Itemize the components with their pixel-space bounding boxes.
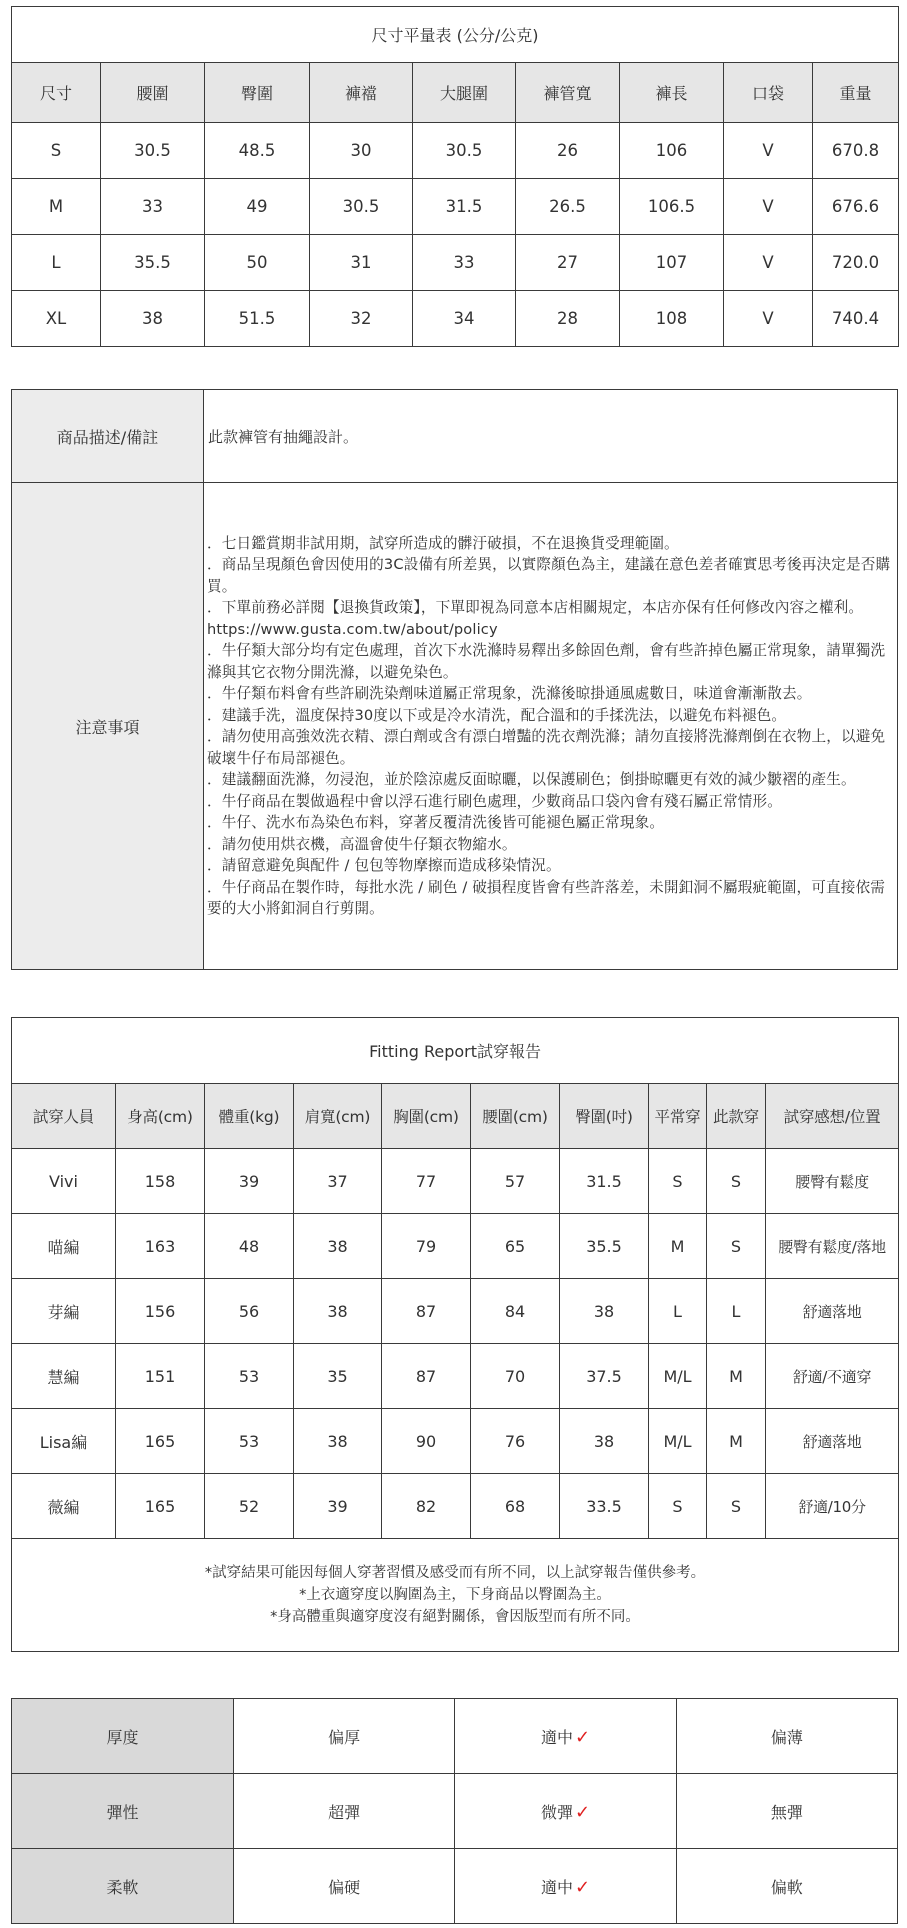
size-cell: 108: [620, 291, 724, 347]
size-cell: 30: [310, 123, 413, 179]
check-icon: ✓: [574, 1876, 591, 1898]
fitting-cell: 57: [471, 1149, 560, 1214]
fitting-cell: 151: [116, 1344, 205, 1409]
fitting-feedback-cell: 舒適/10分: [766, 1474, 899, 1539]
size-cell: 35.5: [101, 235, 205, 291]
fitting-cell: 35.5: [560, 1214, 649, 1279]
fitting-header-cell: 胸圍(cm): [382, 1084, 471, 1149]
fitting-feedback-cell: 腰臀有鬆度/落地: [766, 1214, 899, 1279]
fitting-cell: 35: [294, 1344, 382, 1409]
option-text: 偏厚: [328, 1727, 361, 1747]
note-item: ．牛仔商品在製作時，每批水洗 / 刷色 / 破損程度皆會有些許落差，未開釦洞不屬瑕疵範圍，可直接依需要的大小將釦洞自行剪開。: [207, 878, 886, 917]
material-option: [234, 1774, 455, 1849]
fitting-cell: 163: [116, 1214, 205, 1279]
fitting-cell: M: [707, 1409, 766, 1474]
fitting-cell: 53: [205, 1344, 294, 1409]
size-cell: 28: [516, 291, 620, 347]
fitting-cell: 165: [116, 1474, 205, 1539]
note-item: ．請勿使用烘衣機，高溫會使牛仔類衣物縮水。: [207, 835, 517, 853]
product-description-table: [11, 389, 898, 970]
note-item: ．牛仔類布料會有些許刷洗染劑味道屬正常現象，洗滌後晾掛通風處數日，味道會漸漸散去。: [207, 685, 812, 702]
fitting-cell: 芽編: [12, 1279, 116, 1344]
fitting-cell: S: [707, 1214, 766, 1279]
material-option: [676, 1774, 897, 1849]
notes-label: 注意事項: [12, 483, 204, 970]
size-chart-title: 尺寸平量表 (公分/公克): [12, 7, 899, 63]
fitting-cell: S: [707, 1474, 766, 1539]
size-chart-header-row: [12, 63, 899, 123]
fitting-cell: 52: [205, 1474, 294, 1539]
fitting-cell: 薇編: [12, 1474, 116, 1539]
note-item: ．建議翻面洗滌，勿浸泡，並於陰涼處反面晾曬，以保護刷色；倒掛晾曬更有效的減少皺褶的產生。: [207, 771, 856, 788]
fitting-feedback-cell: 舒適/不適穿: [766, 1344, 899, 1409]
note-item: ．牛仔、洗水布為染色布料，穿著反覆清洗後皆可能褪色屬正常現象。: [207, 814, 665, 831]
fitting-header-cell: 此款穿: [707, 1084, 766, 1149]
notes-content: [204, 483, 898, 970]
fitting-cell: 48: [205, 1214, 294, 1279]
fitting-footnote: *上衣適穿度以胸圍為主，下身商品以臀圍為主。: [299, 1587, 611, 1603]
size-cell: 106: [620, 123, 724, 179]
size-cell: V: [724, 291, 813, 347]
material-option: [234, 1849, 455, 1924]
size-header-cell: 臀圍: [205, 63, 310, 123]
size-cell: 720.0: [813, 235, 899, 291]
option-text: 無彈: [770, 1802, 803, 1822]
size-row-s: [12, 123, 899, 179]
fitting-cell: 158: [116, 1149, 205, 1214]
fitting-cell: 38: [294, 1409, 382, 1474]
note-item: ．請勿使用高強效洗衣精、漂白劑或含有漂白增豔的洗衣劑洗滌；請勿直接將洗滌劑倒在衣物上，以避免破壞牛仔布局部褪色。: [207, 728, 886, 767]
fitting-cell: 156: [116, 1279, 205, 1344]
size-cell: V: [724, 179, 813, 235]
size-cell: 50: [205, 235, 310, 291]
option-text: 微彈: [540, 1802, 573, 1822]
size-cell: M: [12, 179, 101, 235]
fitting-cell: 39: [294, 1474, 382, 1539]
fitting-feedback-cell: 腰臀有鬆度: [766, 1149, 899, 1214]
fitting-cell: 165: [116, 1409, 205, 1474]
fitting-cell: 慧編: [12, 1344, 116, 1409]
note-item: ．牛仔類大部分均有定色處理，首次下水洗滌時易釋出多餘固色劑，會有些許掉色屬正常現象，請單獨洗滌與其它衣物分開洗滌，以避免染色。: [207, 642, 886, 681]
material-option: [234, 1699, 455, 1774]
material-option: [455, 1699, 676, 1774]
material-option: [455, 1849, 676, 1924]
size-row-l: [12, 235, 899, 291]
fitting-cell: 38: [560, 1279, 649, 1344]
fitting-cell: 77: [382, 1149, 471, 1214]
size-header-cell: 口袋: [724, 63, 813, 123]
size-cell: 30.5: [413, 123, 516, 179]
fitting-cell: 38: [560, 1409, 649, 1474]
size-cell: XL: [12, 291, 101, 347]
fitting-row-ya: [12, 1279, 899, 1344]
fitting-cell: 76: [471, 1409, 560, 1474]
material-label: 柔軟: [12, 1849, 234, 1924]
option-text: 超彈: [328, 1802, 361, 1822]
size-chart-table: [11, 6, 899, 347]
size-cell: 106.5: [620, 179, 724, 235]
size-cell: 27: [516, 235, 620, 291]
fitting-cell: L: [649, 1279, 707, 1344]
fitting-cell: 33.5: [560, 1474, 649, 1539]
size-cell: 51.5: [205, 291, 310, 347]
material-row-thickness: [12, 1699, 898, 1774]
fitting-row-hui: [12, 1344, 899, 1409]
size-header-cell: 重量: [813, 63, 899, 123]
fitting-cell: M/L: [649, 1344, 707, 1409]
note-item: ．請留意避免與配件 / 包包等物摩擦而造成移染情況。: [207, 857, 561, 874]
description-row: [12, 390, 898, 483]
size-cell: 30.5: [310, 179, 413, 235]
size-cell: 48.5: [205, 123, 310, 179]
size-cell: 31: [310, 235, 413, 291]
fitting-cell: 87: [382, 1344, 471, 1409]
notes-row: [12, 483, 898, 970]
fitting-cell: 68: [471, 1474, 560, 1539]
material-label: 彈性: [12, 1774, 234, 1849]
size-cell: 740.4: [813, 291, 899, 347]
size-cell: 26: [516, 123, 620, 179]
option-text: 偏軟: [770, 1877, 803, 1897]
material-properties-table: [11, 1698, 898, 1924]
fitting-cell: 39: [205, 1149, 294, 1214]
fitting-header-cell: 肩寬(cm): [294, 1084, 382, 1149]
option-text: 適中: [540, 1877, 573, 1897]
fitting-header-cell: 體重(kg): [205, 1084, 294, 1149]
fitting-cell: 70: [471, 1344, 560, 1409]
fitting-header-row: [12, 1084, 899, 1149]
fitting-cell: L: [707, 1279, 766, 1344]
fitting-cell: 37: [294, 1149, 382, 1214]
fitting-cell: S: [649, 1474, 707, 1539]
material-option: [455, 1774, 676, 1849]
size-cell: S: [12, 123, 101, 179]
fitting-header-cell: 臀圍(吋): [560, 1084, 649, 1149]
material-label: 厚度: [12, 1699, 234, 1774]
size-cell: 107: [620, 235, 724, 291]
fitting-cell: M/L: [649, 1409, 707, 1474]
fitting-cell: 56: [205, 1279, 294, 1344]
size-cell: 26.5: [516, 179, 620, 235]
size-cell: L: [12, 235, 101, 291]
fitting-cell: 53: [205, 1409, 294, 1474]
size-cell: 34: [413, 291, 516, 347]
option-text: 適中: [540, 1727, 573, 1747]
option-text: 偏薄: [770, 1727, 803, 1747]
fitting-row-wei: [12, 1474, 899, 1539]
material-row-softness: [12, 1849, 898, 1924]
size-header-cell: 尺寸: [12, 63, 101, 123]
fitting-report-title: Fitting Report試穿報告: [12, 1018, 899, 1084]
fitting-report-table: [11, 1017, 899, 1652]
fitting-cell: Lisa編: [12, 1409, 116, 1474]
check-icon: ✓: [574, 1726, 591, 1748]
size-cell: 670.8: [813, 123, 899, 179]
size-cell: 33: [101, 179, 205, 235]
note-item: ．七日鑑賞期非試用期，試穿所造成的髒汙破損，不在退換貨受理範圍。: [207, 534, 679, 552]
fitting-cell: 82: [382, 1474, 471, 1539]
size-header-cell: 腰圍: [101, 63, 205, 123]
fitting-footnote: *試穿結果可能因每個人穿著習慣及感受而有所不同，以上試穿報告僅供參考。: [204, 1565, 706, 1581]
fitting-cell: M: [707, 1344, 766, 1409]
fitting-header-cell: 平常穿: [649, 1084, 707, 1149]
fitting-feedback-cell: 舒適落地: [766, 1279, 899, 1344]
note-item: ．牛仔商品在製做過程中會以浮石進行刷色處理，少數商品口袋內會有殘石屬正常情形。: [207, 792, 783, 810]
size-cell: 32: [310, 291, 413, 347]
size-cell: 33: [413, 235, 516, 291]
size-cell: 31.5: [413, 179, 516, 235]
size-cell: 30.5: [101, 123, 205, 179]
fitting-row-lisa: [12, 1409, 899, 1474]
size-cell: 49: [205, 179, 310, 235]
material-row-elasticity: [12, 1774, 898, 1849]
size-header-cell: 褲管寬: [516, 63, 620, 123]
size-header-cell: 褲長: [620, 63, 724, 123]
check-icon: ✓: [574, 1801, 591, 1823]
fitting-cell: 90: [382, 1409, 471, 1474]
fitting-cell: 79: [382, 1214, 471, 1279]
fitting-cell: 38: [294, 1279, 382, 1344]
fitting-cell: Vivi: [12, 1149, 116, 1214]
material-option: [676, 1699, 897, 1774]
size-row-xl: [12, 291, 899, 347]
size-cell: V: [724, 123, 813, 179]
fitting-cell: 84: [471, 1279, 560, 1344]
fitting-header-cell: 腰圍(cm): [471, 1084, 560, 1149]
fitting-cell: 87: [382, 1279, 471, 1344]
size-cell: 38: [101, 291, 205, 347]
note-item: ．商品呈現顏色會因使用的3C設備有所差異，以實際顏色為主，建議在意色差者確實思考後再決定是否購買。: [207, 556, 891, 595]
fitting-cell: 31.5: [560, 1149, 649, 1214]
fitting-header-cell: 身高(cm): [116, 1084, 205, 1149]
fitting-footnote: *身高體重與適穿度沒有絕對關係，會因版型而有所不同。: [270, 1609, 640, 1625]
material-option: [676, 1849, 897, 1924]
size-cell: V: [724, 235, 813, 291]
size-cell: 676.6: [813, 179, 899, 235]
fitting-feedback-cell: 舒適落地: [766, 1409, 899, 1474]
description-label: 商品描述/備註: [12, 390, 204, 483]
fitting-cell: 38: [294, 1214, 382, 1279]
note-item: ．建議手洗，溫度保持30度以下或是冷水清洗，配合溫和的手揉洗法，以避免布料褪色。: [207, 706, 787, 724]
fitting-cell: 65: [471, 1214, 560, 1279]
fitting-header-cell: 試穿人員: [12, 1084, 116, 1149]
size-row-m: [12, 179, 899, 235]
fitting-row-miao: [12, 1214, 899, 1279]
fitting-cell: S: [649, 1149, 707, 1214]
description-text: 此款褲管有抽繩設計。: [204, 390, 898, 483]
option-text: 偏硬: [328, 1877, 361, 1897]
fitting-cell: 喵編: [12, 1214, 116, 1279]
fitting-cell: 37.5: [560, 1344, 649, 1409]
size-header-cell: 褲襠: [310, 63, 413, 123]
fitting-cell: S: [707, 1149, 766, 1214]
fitting-header-cell: 試穿感想/位置: [766, 1084, 899, 1149]
fitting-cell: M: [649, 1214, 707, 1279]
fitting-row-vivi: [12, 1149, 899, 1214]
fitting-footnotes: [12, 1539, 899, 1652]
note-item: ．下單前務必詳閱【退換貨政策】，下單即視為同意本店相關規定，本店亦保有任何修改內容之權利。https://www.gusta.com.tw/about/policy: [207, 599, 864, 638]
size-header-cell: 大腿圍: [413, 63, 516, 123]
